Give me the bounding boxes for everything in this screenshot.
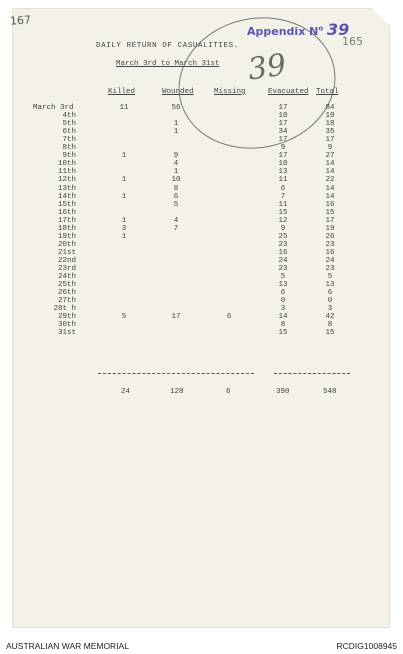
- header-missing: Missing: [214, 88, 246, 96]
- row-date: 22nd: [57, 256, 76, 265]
- row-date: 29th: [57, 313, 76, 322]
- stamp-prefix: Appendix N: [247, 25, 319, 38]
- row-total: 16: [325, 248, 335, 257]
- row-date: 25th: [57, 281, 76, 290]
- row-date: 27th: [57, 297, 76, 306]
- row-missing: 6: [226, 313, 232, 322]
- row-evacuated: 10: [278, 160, 288, 169]
- row-total: 14: [325, 192, 335, 201]
- row-killed: 1: [121, 232, 127, 241]
- row-wounded: 4: [173, 160, 179, 169]
- row-total: 23: [325, 265, 335, 273]
- row-date: 30th: [57, 321, 76, 330]
- row-wounded: 5: [173, 200, 179, 209]
- row-evacuated: 17: [278, 104, 288, 112]
- row-killed: 3: [121, 224, 127, 233]
- document-subtitle: March 3rd to March 31st: [116, 60, 220, 68]
- row-date: 4th: [62, 112, 76, 121]
- row-date: 12th: [57, 176, 76, 185]
- row-wounded: 7: [173, 224, 179, 233]
- row-date: 28t h: [53, 305, 76, 314]
- header-evacuated: Evacuated: [268, 88, 309, 96]
- appendix-stamp: Appendix $N^o$ 39: [247, 20, 350, 39]
- row-total: 0: [327, 297, 333, 306]
- row-evacuated: 3: [280, 305, 286, 314]
- row-date: 19th: [57, 232, 76, 241]
- row-evacuated: 6: [280, 184, 286, 193]
- row-evacuated: 23: [278, 265, 288, 273]
- row-date: 31st: [57, 329, 76, 338]
- row-killed: 5: [121, 313, 127, 322]
- row-date: 8th: [62, 144, 76, 153]
- row-wounded: 1: [173, 128, 179, 137]
- row-total: 13: [325, 281, 335, 290]
- header-total: Total: [316, 88, 339, 96]
- row-date: 17th: [57, 216, 76, 225]
- row-total: 17: [325, 136, 335, 145]
- total-evacuated: 390: [276, 388, 290, 396]
- row-evacuated: 7: [280, 192, 286, 201]
- row-evacuated: 17: [278, 152, 288, 161]
- stamp-number: 39: [326, 20, 350, 39]
- row-total: 14: [325, 160, 335, 169]
- row-total: 42: [325, 313, 335, 322]
- handwritten-page-number-right: 165: [342, 35, 363, 48]
- row-total: 17: [325, 216, 335, 225]
- row-killed: 1: [121, 192, 127, 201]
- row-evacuated: 5: [280, 273, 286, 282]
- row-killed: 1: [121, 152, 127, 161]
- row-total: 16: [325, 200, 335, 209]
- row-total: 10: [325, 112, 335, 121]
- row-evacuated: 11: [278, 200, 288, 209]
- row-wounded: 4: [173, 216, 179, 225]
- row-date: 26th: [57, 289, 76, 298]
- row-total: 26: [325, 232, 335, 241]
- row-wounded: 1: [173, 120, 179, 129]
- row-total: 23: [325, 240, 335, 249]
- row-date: 10th: [57, 160, 76, 169]
- handwritten-page-number-left: 167: [9, 13, 32, 28]
- total-killed: 24: [121, 388, 131, 396]
- row-date: 6th: [62, 128, 76, 137]
- row-evacuated: 34: [278, 128, 288, 137]
- footer-record-id: RCDIG1008945: [336, 641, 397, 651]
- row-total: 8: [327, 321, 333, 330]
- row-evacuated: 8: [280, 321, 286, 330]
- row-date: 11th: [57, 168, 76, 177]
- row-evacuated: 25: [278, 232, 288, 241]
- row-date: 18th: [57, 224, 76, 233]
- row-evacuated: 17: [278, 120, 288, 129]
- document-title: DAILY RETURN OF CASUALITIES.: [96, 42, 239, 50]
- row-total: 14: [325, 184, 335, 193]
- row-evacuated: 23: [278, 240, 288, 249]
- row-evacuated: 16: [278, 248, 288, 257]
- row-date: 24th: [57, 273, 76, 282]
- folded-corner: [372, 8, 390, 26]
- row-total: 22: [325, 176, 335, 185]
- row-evacuated: 13: [278, 281, 288, 290]
- row-total: 15: [325, 329, 335, 338]
- row-date: 9th: [62, 152, 76, 161]
- row-evacuated: 9: [280, 144, 286, 153]
- row-killed: 1: [121, 216, 127, 225]
- row-date: 15th: [57, 200, 76, 209]
- row-date: 23rd: [57, 265, 76, 273]
- row-evacuated: 12: [278, 216, 288, 225]
- totals-rule-left: [98, 373, 254, 374]
- row-date: 5th: [62, 120, 76, 129]
- row-total: 27: [325, 152, 335, 161]
- row-total: 84: [325, 104, 335, 112]
- header-killed: Killed: [108, 88, 136, 96]
- row-date: 7th: [62, 136, 76, 145]
- row-total: 18: [325, 120, 335, 129]
- row-date: 20th: [57, 240, 76, 249]
- row-date: 16th: [57, 208, 76, 217]
- row-wounded: 10: [171, 176, 181, 185]
- totals-rule-right: [274, 373, 350, 374]
- row-evacuated: 10: [278, 112, 288, 121]
- row-evacuated: 9: [280, 224, 286, 233]
- footer-archive-name: AUSTRALIAN WAR MEMORIAL: [6, 641, 129, 651]
- total-missing: 6: [226, 388, 231, 396]
- row-evacuated: 17: [278, 136, 288, 145]
- row-evacuated: 14: [278, 313, 288, 322]
- row-date: March 3rd: [33, 104, 74, 112]
- row-wounded: 8: [173, 184, 179, 193]
- row-wounded: 9: [173, 152, 179, 161]
- row-total: 5: [327, 273, 333, 282]
- row-wounded: 6: [173, 192, 179, 201]
- row-total: 24: [325, 256, 335, 265]
- row-total: 15: [325, 208, 335, 217]
- row-total: 3: [327, 305, 333, 314]
- row-total: 9: [327, 144, 333, 153]
- row-evacuated: 13: [278, 168, 288, 177]
- row-total: 6: [327, 289, 333, 298]
- row-wounded: 56: [171, 104, 181, 112]
- row-killed: 11: [119, 104, 129, 112]
- total-wounded: 128: [170, 388, 184, 396]
- row-killed: 1: [121, 176, 127, 185]
- row-date: 14th: [57, 192, 76, 201]
- row-evacuated: 6: [280, 289, 286, 298]
- row-wounded: 1: [173, 168, 179, 177]
- total-total: 548: [323, 388, 337, 396]
- row-total: 19: [325, 224, 335, 233]
- circled-number: 39: [245, 47, 289, 88]
- row-wounded: 17: [171, 313, 181, 322]
- row-evacuated: 15: [278, 329, 288, 338]
- header-wounded: Wounded: [162, 88, 194, 96]
- row-evacuated: 15: [278, 208, 288, 217]
- row-evacuated: 0: [280, 297, 286, 306]
- row-total: 14: [325, 168, 335, 177]
- row-date: 13th: [57, 184, 76, 193]
- row-total: 35: [325, 128, 335, 137]
- row-evacuated: 24: [278, 256, 288, 265]
- row-evacuated: 11: [278, 176, 288, 185]
- row-date: 21st: [57, 248, 76, 257]
